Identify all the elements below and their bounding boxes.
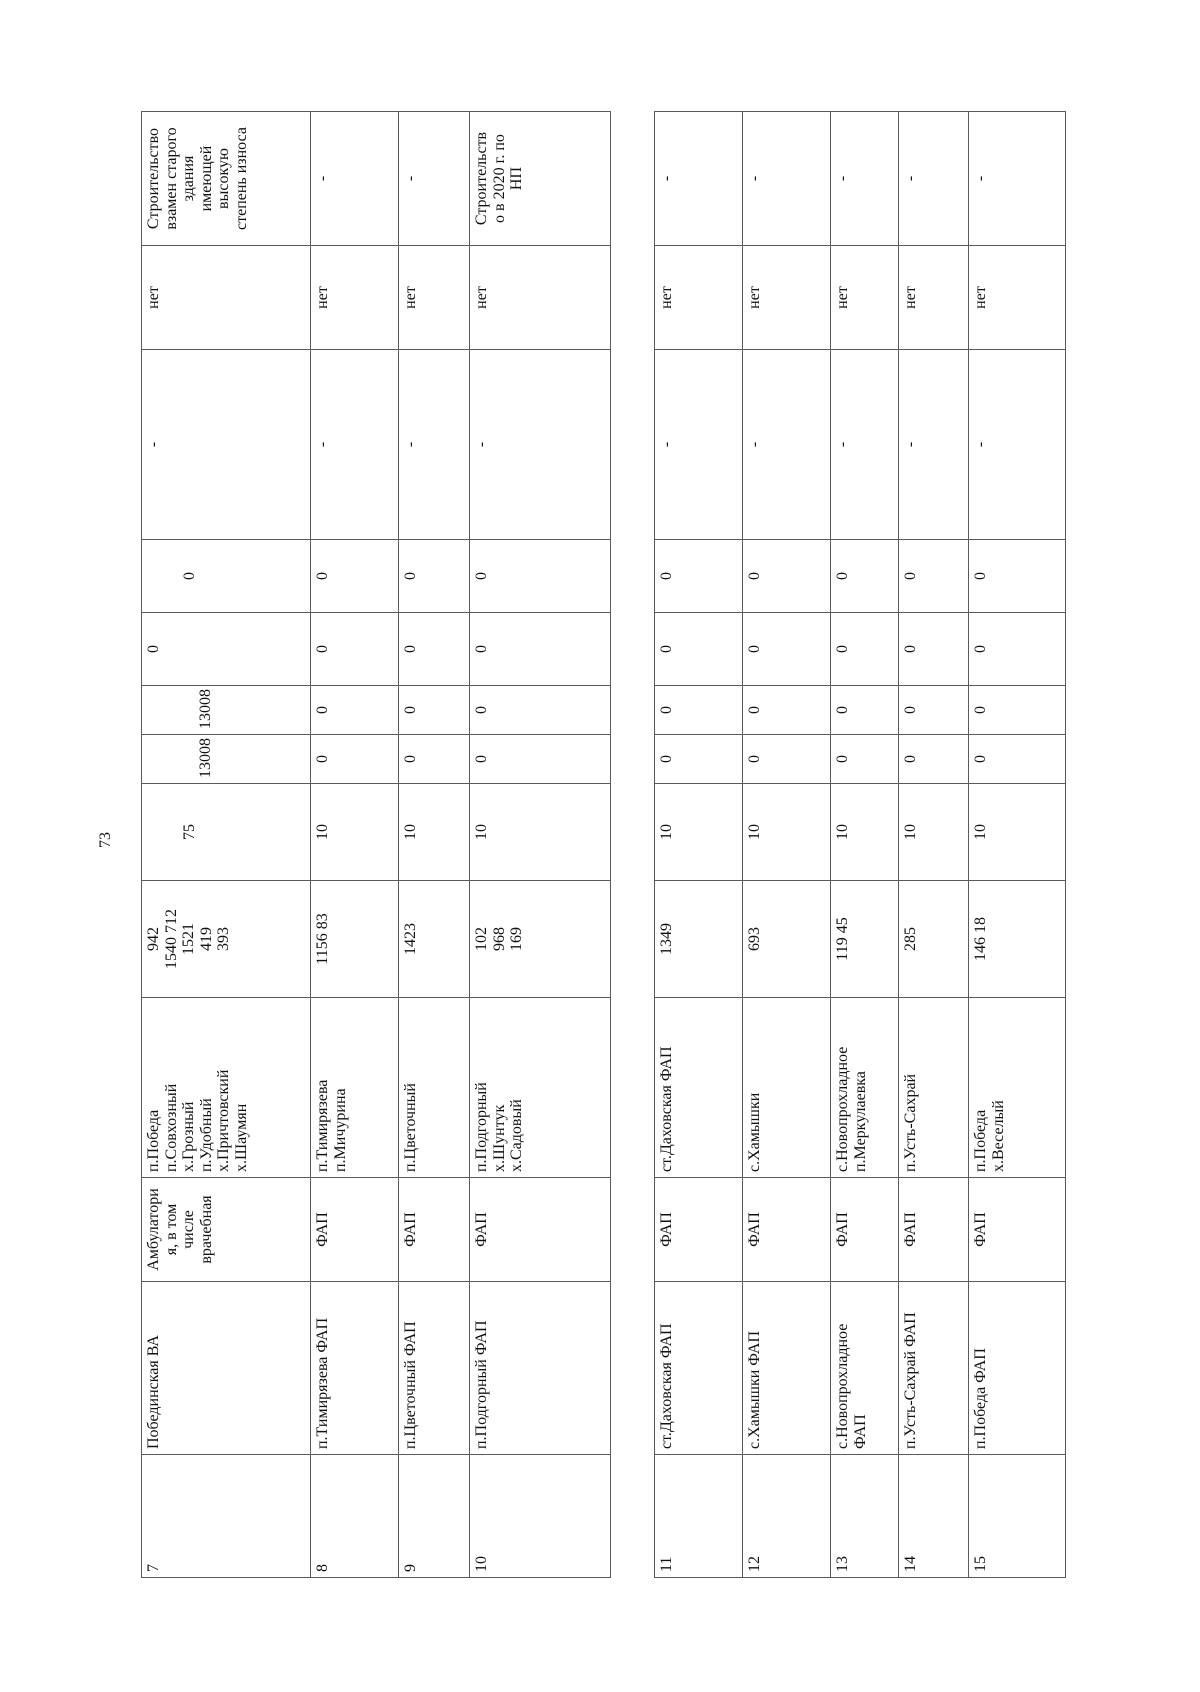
cell-facility-name-text: п.Победа ФАП xyxy=(972,1348,989,1449)
cell-value-11 xyxy=(399,350,470,540)
cell-value-10-text: 0 xyxy=(972,572,989,580)
cell-value-9-text: 0 xyxy=(658,645,675,653)
cell-value-12 xyxy=(311,246,399,350)
cell-note xyxy=(899,112,969,246)
cell-value-9 xyxy=(142,613,311,686)
cell-value-8 xyxy=(655,686,743,735)
cell-value-12 xyxy=(399,246,470,350)
cell-note-line: - xyxy=(834,175,851,182)
cell-facility-name-text: п.Усть-Сахрай ФАП xyxy=(902,1312,919,1449)
cell-row-number xyxy=(899,1455,969,1578)
cell-value-10 xyxy=(899,540,969,613)
table-wrapper-1 xyxy=(141,112,619,1578)
cell-value-7-text: 0 xyxy=(658,755,675,763)
cell-value-9 xyxy=(899,613,969,686)
cell-value-11-text: - xyxy=(902,441,919,448)
cell-value-7-text: 13008 xyxy=(197,738,214,778)
cell-value-8-text: 13008 xyxy=(197,689,214,729)
cell-settlements-line: с.Хамышки xyxy=(746,1092,763,1172)
cell-value-8-text: 0 xyxy=(746,706,763,714)
cell-row-number-text: 11 xyxy=(658,1556,675,1572)
cell-value-11 xyxy=(899,350,969,540)
cell-population-line: 393 xyxy=(215,927,233,951)
cell-population-line: 102 xyxy=(473,927,490,951)
cell-settlements-line: п.Мичурина xyxy=(331,1088,349,1172)
cell-note-line: - xyxy=(658,175,675,182)
cell-value-12-text: нет xyxy=(834,286,851,309)
cell-value-12 xyxy=(142,246,311,350)
cell-value-9 xyxy=(399,613,470,686)
cell-value-6 xyxy=(743,784,831,881)
cell-population-line: 1521 xyxy=(180,923,198,955)
cell-settlements-line: х.Садовый xyxy=(508,1099,526,1172)
cell-value-8 xyxy=(399,686,470,735)
cell-population-line: 419 xyxy=(197,927,215,951)
cell-note xyxy=(831,112,899,246)
cell-row-number-text: 13 xyxy=(834,1556,851,1572)
cell-value-9 xyxy=(655,613,743,686)
cell-value-7-text: 0 xyxy=(473,755,490,763)
cell-value-7-text: 0 xyxy=(902,755,919,763)
cell-facility-type-line: Амбулатори xyxy=(145,1188,162,1271)
cell-value-10-text: 0 xyxy=(473,572,490,580)
cell-settlements xyxy=(399,998,470,1178)
cell-value-9-text: 0 xyxy=(902,645,919,653)
cell-facility-name-text: ст.Даховская ФАП xyxy=(658,1323,675,1449)
table-row xyxy=(142,112,311,1578)
cell-value-10 xyxy=(311,540,399,613)
cell-settlements-line: п.Победа xyxy=(972,1109,989,1172)
cell-value-11 xyxy=(655,350,743,540)
cell-note-line: - xyxy=(314,175,331,182)
cell-population xyxy=(399,881,470,998)
cell-population xyxy=(142,881,311,998)
cell-value-12 xyxy=(470,246,611,350)
cell-value-11 xyxy=(470,350,611,540)
cell-value-9-text: 0 xyxy=(473,645,490,653)
cell-settlements-line: п.Цветочный xyxy=(402,1083,419,1172)
cell-value-8-text: 0 xyxy=(314,706,331,714)
cell-settlements xyxy=(743,998,831,1178)
cell-population xyxy=(655,881,743,998)
cell-note-line: Строительство xyxy=(145,127,162,230)
cell-value-7 xyxy=(969,735,1066,784)
cell-population xyxy=(899,881,969,998)
cell-facility-name xyxy=(399,1282,470,1455)
cell-value-8 xyxy=(311,686,399,735)
cell-value-7-text: 0 xyxy=(834,755,851,763)
cell-settlements-line: п.Подгорный xyxy=(473,1082,490,1172)
cell-population xyxy=(311,881,399,998)
cell-value-11 xyxy=(743,350,831,540)
cell-facility-type xyxy=(899,1178,969,1282)
cell-population-line: 968 xyxy=(490,927,508,951)
cell-facility-name xyxy=(831,1282,899,1455)
cell-settlements xyxy=(470,998,611,1178)
cell-facility-type-line: врачебная xyxy=(197,1195,215,1264)
cell-note-line: - xyxy=(746,175,763,182)
cell-row-number xyxy=(969,1455,1066,1578)
cell-population-line: 1349 xyxy=(658,923,675,955)
rotated-table-2 xyxy=(654,112,1066,1578)
cell-facility-name-text: с.Новопрохладное ФАП xyxy=(834,1323,869,1449)
cell-settlements-line: х.Шунтук xyxy=(490,1104,508,1172)
cell-value-11 xyxy=(969,350,1066,540)
cell-note xyxy=(311,112,399,246)
cell-facility-name xyxy=(969,1282,1066,1455)
cell-value-7-text: 0 xyxy=(972,755,989,763)
cell-value-12-text: нет xyxy=(746,286,763,309)
facility-table-1 xyxy=(141,111,611,1578)
cell-population-line: 693 xyxy=(746,927,763,951)
cell-value-9 xyxy=(470,613,611,686)
cell-population xyxy=(969,881,1066,998)
cell-facility-type-line: ФАП xyxy=(473,1212,490,1247)
cell-population xyxy=(831,881,899,998)
cell-value-11-text: - xyxy=(658,441,675,448)
cell-population-line: 285 xyxy=(902,927,919,951)
cell-value-10-text: 0 xyxy=(902,572,919,580)
cell-settlements xyxy=(311,998,399,1178)
cell-value-7-text: 0 xyxy=(746,755,763,763)
cell-row-number xyxy=(311,1455,399,1578)
cell-value-9-text: 0 xyxy=(314,645,331,653)
cell-facility-name xyxy=(470,1282,611,1455)
cell-value-9-text: 0 xyxy=(972,645,989,653)
cell-value-11-text: - xyxy=(834,441,851,448)
cell-value-6-text: 10 xyxy=(314,824,331,840)
cell-population-line: 1540 712 xyxy=(162,909,180,969)
cell-value-8-text: 0 xyxy=(834,706,851,714)
cell-facility-type xyxy=(470,1178,611,1282)
cell-facility-name-text: п.Тимирязева ФАП xyxy=(314,1317,331,1449)
cell-value-8 xyxy=(831,686,899,735)
cell-value-10 xyxy=(743,540,831,613)
cell-value-10 xyxy=(470,540,611,613)
cell-value-12-text: нет xyxy=(902,286,919,309)
cell-value-7 xyxy=(899,735,969,784)
cell-value-11 xyxy=(311,350,399,540)
cell-value-10 xyxy=(399,540,470,613)
cell-row-number-text: 9 xyxy=(402,1564,419,1572)
cell-value-7 xyxy=(470,735,611,784)
cell-facility-type xyxy=(743,1178,831,1282)
cell-note-line: имеющей xyxy=(197,145,215,212)
cell-value-10-text: 0 xyxy=(658,572,675,580)
cell-population-line: 169 xyxy=(508,927,526,951)
cell-value-6 xyxy=(470,784,611,881)
cell-value-11-text: - xyxy=(746,441,763,448)
cell-value-11-text: - xyxy=(473,441,490,448)
cell-settlements-line: п.Победа xyxy=(145,1109,162,1172)
cell-value-9 xyxy=(831,613,899,686)
cell-value-7 xyxy=(311,735,399,784)
cell-value-9-text: 0 xyxy=(746,645,763,653)
cell-facility-type-line: ФАП xyxy=(658,1212,675,1247)
cell-value-7 xyxy=(743,735,831,784)
cell-population-line: 1156 83 xyxy=(314,913,331,965)
cell-value-12 xyxy=(969,246,1066,350)
cell-row-number-text: 15 xyxy=(972,1556,989,1572)
cell-settlements xyxy=(969,998,1066,1178)
cell-row-number-text: 10 xyxy=(473,1556,490,1572)
cell-value-7 xyxy=(142,735,311,784)
cell-facility-name xyxy=(655,1282,743,1455)
cell-facility-name-text: с.Хамышки ФАП xyxy=(746,1330,763,1449)
cell-row-number xyxy=(399,1455,470,1578)
cell-value-12 xyxy=(743,246,831,350)
cell-note xyxy=(969,112,1066,246)
cell-settlements-line: п.Тимирязева xyxy=(314,1079,331,1172)
cell-population-line: 146 18 xyxy=(972,917,989,961)
cell-population xyxy=(470,881,611,998)
cell-row-number-text: 14 xyxy=(902,1556,919,1572)
cell-note-line: - xyxy=(902,175,919,182)
cell-note-line: НП xyxy=(508,166,526,191)
cell-value-12 xyxy=(831,246,899,350)
cell-value-6-text: 10 xyxy=(402,824,419,840)
table-row xyxy=(831,112,899,1578)
cell-value-12-text: нет xyxy=(658,286,675,309)
cell-settlements-line: ст.Даховская ФАП xyxy=(658,1046,675,1172)
cell-value-12-text: нет xyxy=(473,286,490,309)
cell-value-7 xyxy=(655,735,743,784)
cell-facility-name-text: п.Подгорный ФАП xyxy=(473,1320,490,1449)
cell-population-line: 119 45 xyxy=(834,917,851,961)
cell-note xyxy=(399,112,470,246)
cell-value-6 xyxy=(655,784,743,881)
cell-facility-type-line: ФАП xyxy=(402,1212,419,1247)
cell-settlements xyxy=(655,998,743,1178)
cell-population-line: 942 xyxy=(145,927,162,951)
cell-value-10 xyxy=(142,540,311,613)
cell-settlements-line: п.Удобный xyxy=(197,1098,215,1172)
cell-value-9 xyxy=(311,613,399,686)
table-row xyxy=(470,112,611,1578)
cell-value-9-text: 0 xyxy=(402,645,419,653)
cell-value-6-text: 10 xyxy=(746,824,763,840)
cell-note-line: Строительств xyxy=(473,131,490,226)
cell-value-8-text: 0 xyxy=(972,706,989,714)
cell-facility-name-text: п.Цветочный ФАП xyxy=(402,1321,419,1449)
cell-value-11 xyxy=(831,350,899,540)
cell-value-6-text: 10 xyxy=(473,824,490,840)
cell-value-11-text: - xyxy=(314,441,331,448)
cell-row-number-text: 7 xyxy=(145,1564,162,1572)
table-row xyxy=(969,112,1066,1578)
cell-row-number xyxy=(743,1455,831,1578)
cell-value-12-text: нет xyxy=(314,286,331,309)
cell-value-9-text: 0 xyxy=(834,645,851,653)
cell-value-6-text: 10 xyxy=(972,824,989,840)
table-row xyxy=(743,112,831,1578)
cell-facility-name xyxy=(743,1282,831,1455)
cell-facility-type-line: я, в том xyxy=(162,1203,180,1256)
cell-settlements-line: х.Веселый xyxy=(989,1100,1007,1172)
cell-note-line: здания xyxy=(180,155,198,202)
cell-facility-type xyxy=(399,1178,470,1282)
cell-value-8-text: 0 xyxy=(902,706,919,714)
cell-value-6 xyxy=(399,784,470,881)
cell-value-10-text: 0 xyxy=(181,572,198,580)
page-number: 73 xyxy=(97,832,114,848)
cell-value-12-text: нет xyxy=(972,286,989,309)
cell-value-7 xyxy=(831,735,899,784)
cell-row-number xyxy=(142,1455,311,1578)
cell-value-10-text: 0 xyxy=(746,572,763,580)
cell-settlements-line: х.Причтовский xyxy=(215,1069,233,1172)
cell-facility-type xyxy=(142,1178,311,1282)
cell-value-7-text: 0 xyxy=(314,755,331,763)
cell-facility-name xyxy=(899,1282,969,1455)
cell-facility-type xyxy=(831,1178,899,1282)
cell-settlements-line: х.Шаумян xyxy=(232,1103,250,1172)
cell-note-line: - xyxy=(402,175,419,182)
cell-value-11 xyxy=(142,350,311,540)
cell-facility-name-text: Побединская ВА xyxy=(145,1335,162,1449)
cell-value-10 xyxy=(655,540,743,613)
cell-value-6 xyxy=(831,784,899,881)
cell-value-7 xyxy=(399,735,470,784)
cell-value-10 xyxy=(831,540,899,613)
cell-settlements-line: с.Новопрохладное xyxy=(834,1046,851,1172)
cell-value-10-text: 0 xyxy=(314,572,331,580)
cell-value-8-text: 0 xyxy=(402,706,419,714)
cell-value-8 xyxy=(743,686,831,735)
cell-value-9 xyxy=(743,613,831,686)
cell-value-8 xyxy=(899,686,969,735)
cell-value-6-text: 10 xyxy=(834,824,851,840)
cell-settlements xyxy=(899,998,969,1178)
cell-row-number xyxy=(655,1455,743,1578)
cell-value-12 xyxy=(655,246,743,350)
rotated-table-1 xyxy=(141,112,611,1578)
cell-value-11-text: - xyxy=(402,441,419,448)
cell-row-number xyxy=(831,1455,899,1578)
cell-facility-type-line: числе xyxy=(180,1210,198,1249)
cell-value-12 xyxy=(899,246,969,350)
cell-facility-type-line: ФАП xyxy=(746,1212,763,1247)
cell-value-8-text: 0 xyxy=(473,706,490,714)
cell-population-line: 1423 xyxy=(402,923,419,955)
cell-settlements-line: п.Усть-Сахрай xyxy=(902,1073,919,1172)
cell-population xyxy=(743,881,831,998)
table-row xyxy=(311,112,399,1578)
cell-value-10 xyxy=(969,540,1066,613)
cell-note xyxy=(470,112,611,246)
table-row xyxy=(399,112,470,1578)
cell-value-6 xyxy=(899,784,969,881)
cell-value-9 xyxy=(969,613,1066,686)
cell-facility-name xyxy=(311,1282,399,1455)
cell-facility-type-line: ФАП xyxy=(902,1212,919,1247)
cell-value-10-text: 0 xyxy=(834,572,851,580)
table-wrapper-2 xyxy=(654,112,1067,1578)
cell-note-line: степень износа xyxy=(232,127,250,230)
cell-note-line: - xyxy=(972,175,989,182)
cell-value-6-text: 75 xyxy=(181,824,198,840)
cell-value-12-text: нет xyxy=(402,286,419,309)
cell-facility-type xyxy=(311,1178,399,1282)
cell-settlements xyxy=(142,998,311,1178)
cell-note-line: взамен старого xyxy=(162,127,180,230)
cell-value-8-text: 0 xyxy=(658,706,675,714)
cell-value-8 xyxy=(142,686,311,735)
cell-note xyxy=(142,112,311,246)
cell-value-11-text: - xyxy=(145,441,162,448)
cell-row-number-text: 8 xyxy=(314,1564,331,1572)
table-row xyxy=(899,112,969,1578)
cell-value-12-text: нет xyxy=(145,286,162,309)
cell-facility-type xyxy=(969,1178,1066,1282)
cell-facility-type-line: ФАП xyxy=(314,1212,331,1247)
cell-value-6 xyxy=(142,784,311,881)
cell-note xyxy=(655,112,743,246)
cell-facility-type-line: ФАП xyxy=(834,1212,851,1247)
cell-value-6-text: 10 xyxy=(902,824,919,840)
cell-settlements-line: п.Меркулаевка xyxy=(851,1071,869,1172)
cell-note-line: высокую xyxy=(215,148,233,209)
cell-settlements-line: п.Совхозный xyxy=(162,1083,180,1172)
cell-facility-type xyxy=(655,1178,743,1282)
cell-value-6 xyxy=(969,784,1066,881)
cell-row-number-text: 12 xyxy=(746,1556,763,1572)
cell-note xyxy=(743,112,831,246)
cell-note-line: о в 2020 г. по xyxy=(490,134,508,223)
table-row xyxy=(655,112,743,1578)
cell-facility-name xyxy=(142,1282,311,1455)
cell-value-7-text: 0 xyxy=(402,755,419,763)
cell-value-10-text: 0 xyxy=(402,572,419,580)
cell-value-6 xyxy=(311,784,399,881)
cell-value-9-text: 0 xyxy=(145,645,162,653)
cell-settlements-line: х.Грозный xyxy=(180,1101,198,1172)
cell-settlements xyxy=(831,998,899,1178)
cell-row-number xyxy=(470,1455,611,1578)
cell-value-8 xyxy=(470,686,611,735)
cell-facility-type-line: ФАП xyxy=(972,1212,989,1247)
facility-table-2 xyxy=(654,111,1066,1578)
cell-value-6-text: 10 xyxy=(658,824,675,840)
cell-value-11-text: - xyxy=(972,441,989,448)
cell-value-8 xyxy=(969,686,1066,735)
